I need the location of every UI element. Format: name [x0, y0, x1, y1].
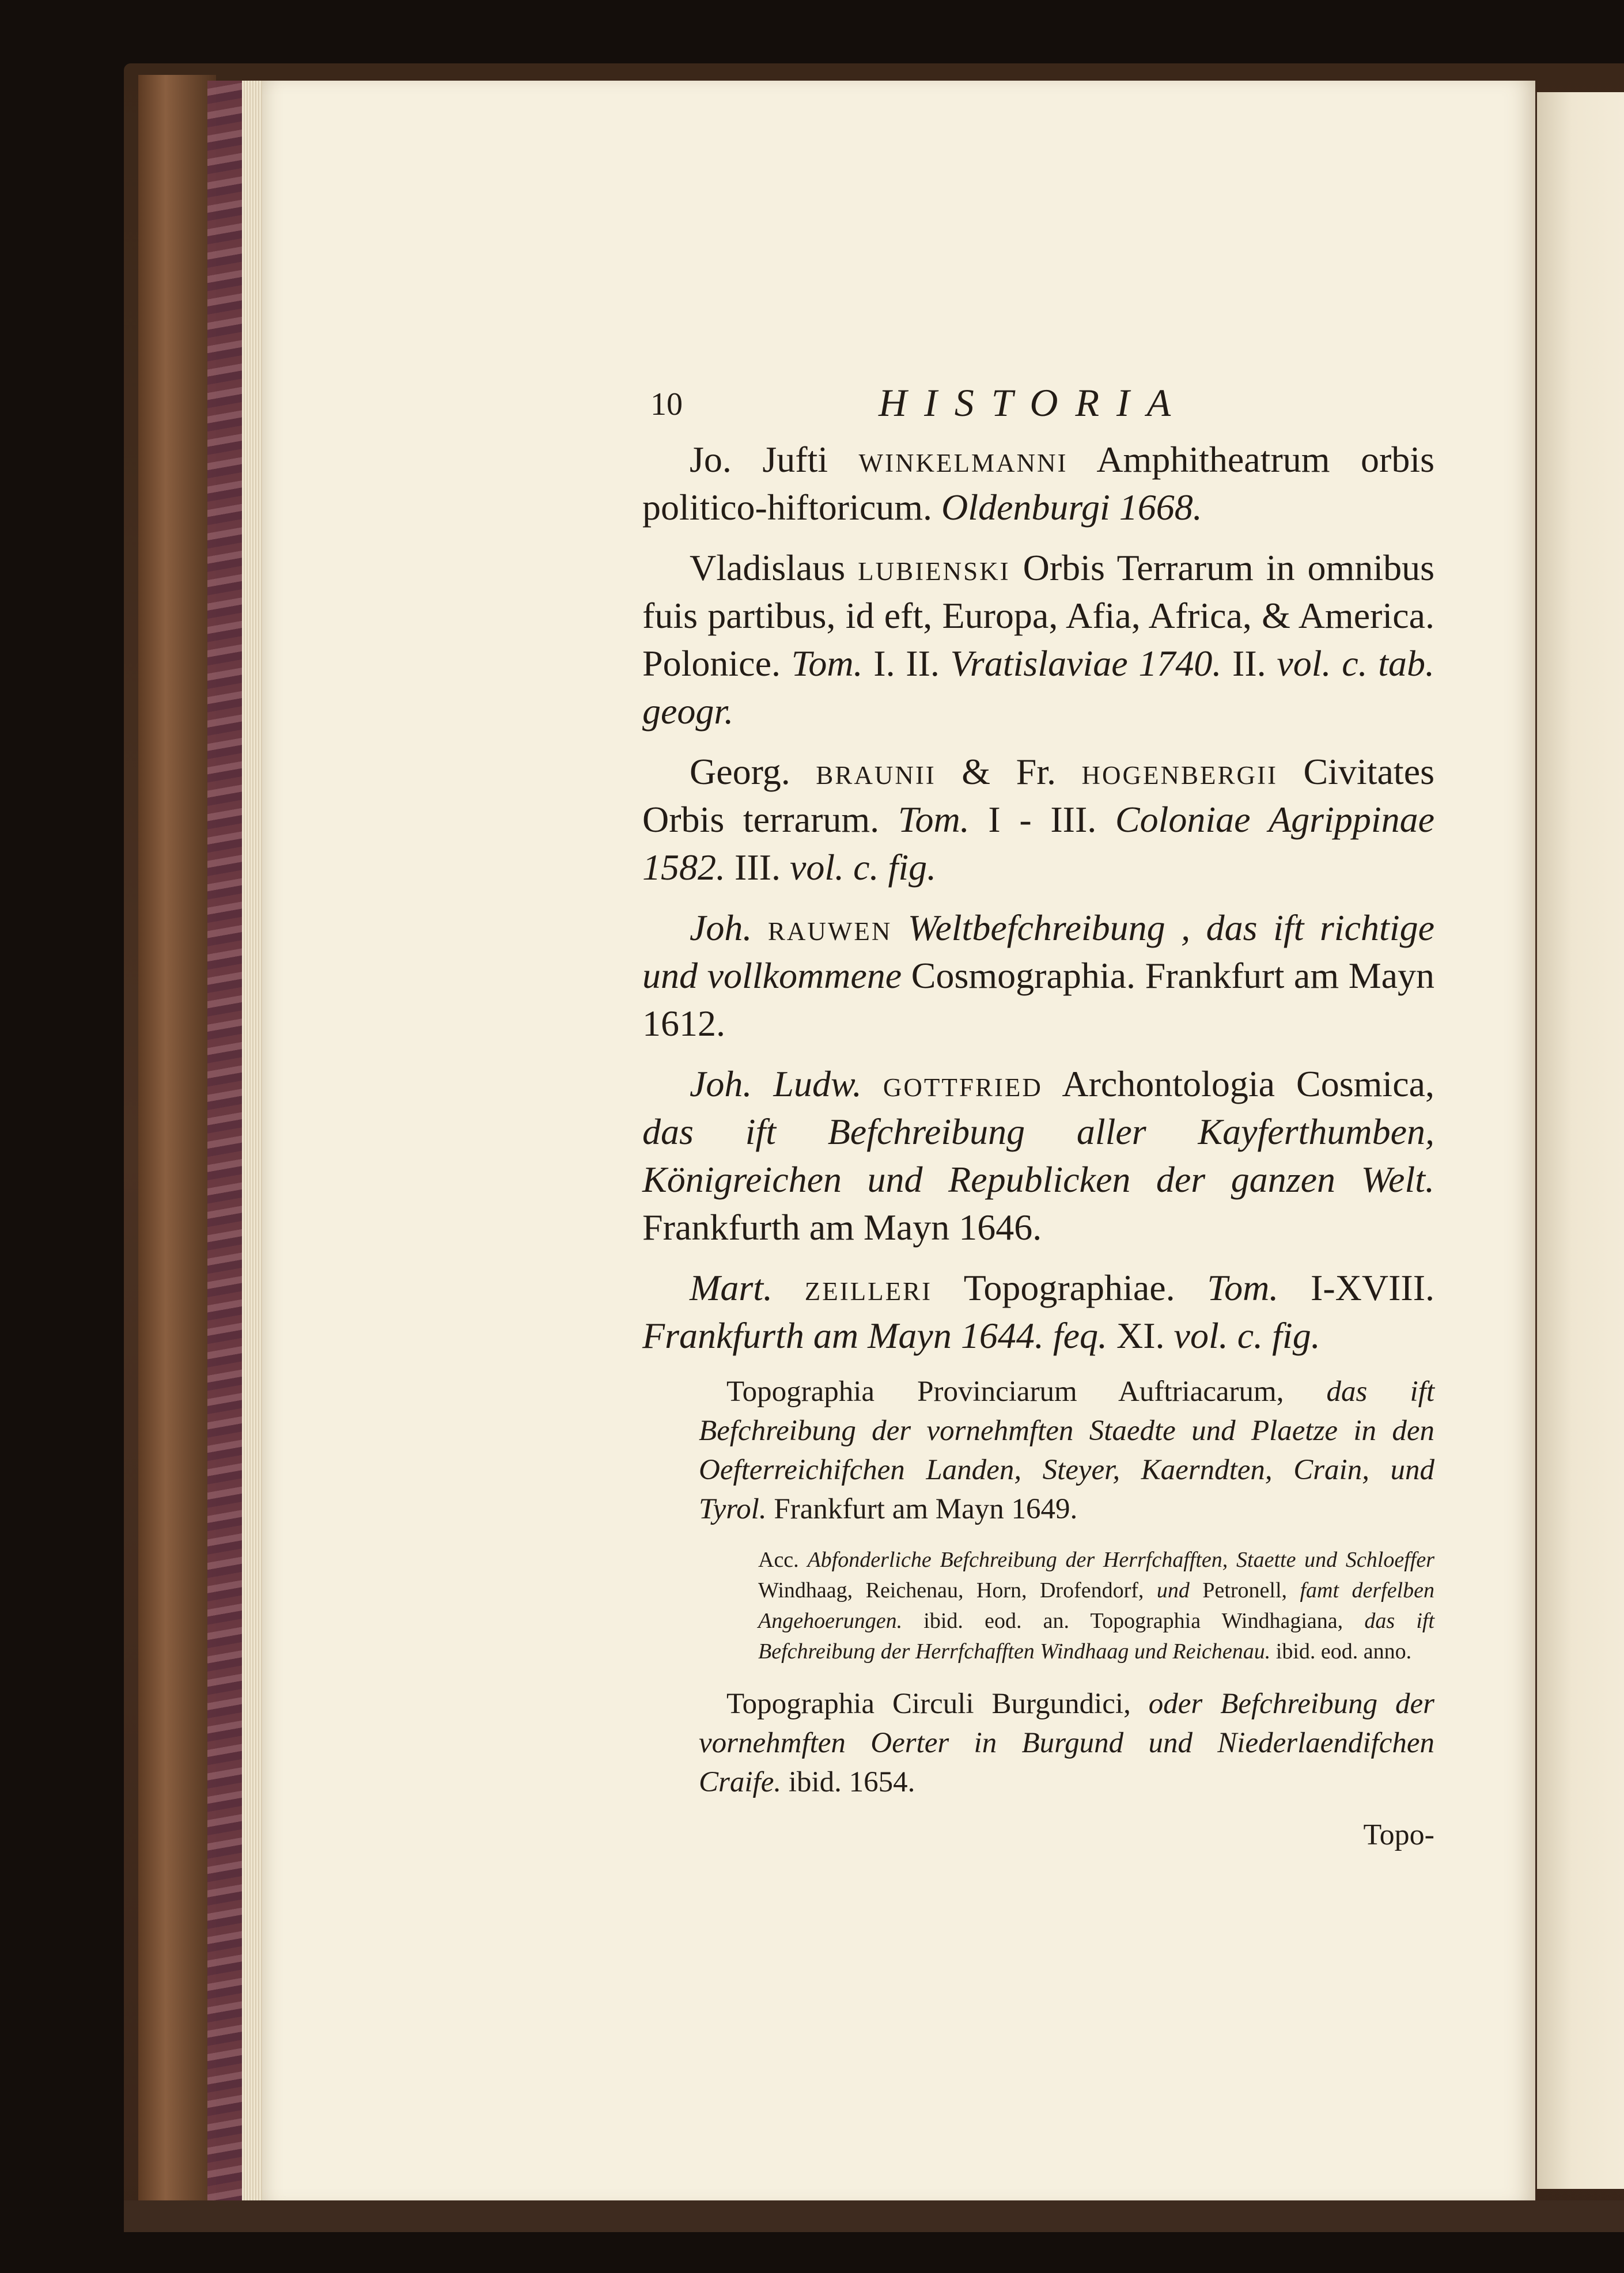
book-board-bottom — [124, 2200, 1624, 2232]
page-number: 10 — [650, 387, 683, 422]
entry-gottfried: Joh. Ludw. gottfried Archontologia Cosmica, das ift Befchreibung aller Kayferthumben, Königreichen und Republicken der ganzen Welt. Frankfurth am Mayn 1646. — [642, 1063, 1435, 1248]
accessio-entry: Acc. Abfonderliche Befchreibung der Herrfchafften, Staette und Schloeffer Windhaag, Reichenau, Horn, Drofendorf, und Petronell, famt derfelben Angehoerungen. ibid. eod. an. Topographia Windhagiana, das ift Befchreibung der Herrfchafften Windhaag und Reichenau. ibid. eod. anno. — [758, 1548, 1434, 1664]
sub-entry-burgundy: Topographia Circuli Burgundici, oder Befchreibung der vornehmften Oerter in Burgund und Niederlaendifchen Craife. ibid. 1654. — [699, 1688, 1434, 1798]
page-header — [642, 380, 1434, 435]
entry-lubienski: Vladislaus lubienski Orbis Terrarum in omnibus fuis partibus, id eft, Europa, Afia, Africa, & America. Polonice. Tom. I. II. Vratislaviae 1740. II. vol. c. tab. geogr. — [642, 547, 1435, 732]
book-spine — [138, 75, 216, 2206]
facing-page-edge — [1537, 92, 1624, 2189]
catchword: Topo- — [1363, 1819, 1434, 1851]
entry-braunius: Georg. braunii & Fr. hogenbergii Civitates Orbis terrarum. Tom. I - III. Coloniae Agrippinae 1582. III. vol. c. fig. — [642, 751, 1435, 888]
running-title: HISTORIA — [879, 381, 1188, 425]
marbled-edge — [207, 81, 242, 2200]
entry-winkelmann: Jo. Jufti winkelmanni Amphitheatrum orbis politico-hiftoricum. Oldenburgi 1668. — [642, 439, 1435, 528]
entry-rauwen: Joh. rauwen Weltbefchreibung , das ift richtige und vollkommene Cosmographia. Frankfurt am Mayn 1612. — [642, 907, 1435, 1044]
sub-entry-austria: Topographia Provinciarum Auftriacarum, das ift Befchreibung der vornehmften Staedte und Plaetze in den Oefterreichifchen Landen, Steyer, Kaerndten, Crain, und Tyrol. Frankfurt am Mayn 1649. — [699, 1376, 1434, 1525]
entry-zeiller: Mart. zeilleri Topographiae. Tom. I-XVIII. Frankfurth am Mayn 1644. feq. XI. vol. c. fig. — [642, 1267, 1435, 1356]
page-text — [642, 380, 1434, 1852]
